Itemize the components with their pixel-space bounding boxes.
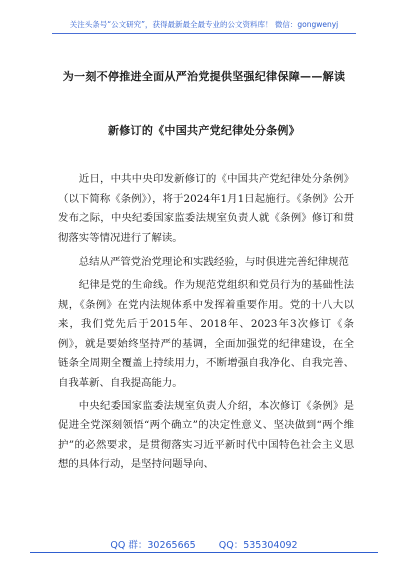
document-body	[58, 170, 354, 478]
footer-divider	[30, 552, 378, 553]
body-paragraph: 纪律是党的生命线。作为规范党组织和党员行为的基础性法规，《条例》在党内法规体系中发挥着重要作用。党的十八大以来，我们党先后于2015年、2018年、2023年3次修订《条例》，就是要始终坚持严的基调，全面加强党的纪律建设，在全链条全周期全覆盖上持续用力，不断增强自我净化、自我完善、自我革新、自我提高能力。	[58, 278, 354, 389]
footer-qq-number: QQ：535304092	[218, 540, 298, 551]
body-paragraph: 近日，中共中央印发新修订的《中国共产党纪律处分条例》（以下简称《条例》），将于2024年1月1日起施行。《条例》公开发布之际，中央纪委国家监委法规室负责人就《条例》修订和贯彻落实等情况进行了解读。	[58, 173, 354, 244]
body-paragraph: 中央纪委国家监委法规室负责人介绍，本次修订《条例》是促进全党深刻领悟“两个确立”的决定性意义、坚决做到“两个维护”的必然要求，是贯彻落实习近平新时代中国特色社会主义思想的具体行动，是坚持问题导向、	[58, 399, 354, 471]
section-heading: 总结从严管党治党理论和实践经验，与时俱进完善纪律规范	[78, 256, 349, 269]
footer-qq-group: QQ 群：30265665	[110, 540, 196, 551]
document-title-line-2: 新修订的《中国共产党纪律处分条例》	[107, 124, 301, 137]
document-title-line-1: 为一刻不停推进全面从严治党提供坚强纪律保障——解读	[62, 70, 346, 83]
header-promo-text: 关注头条号“公文研究”，获得最新最全最专业的公文资料库！ 微信：gongwenyj	[69, 20, 339, 29]
footer-contact	[0, 537, 408, 551]
header-divider	[52, 33, 356, 34]
